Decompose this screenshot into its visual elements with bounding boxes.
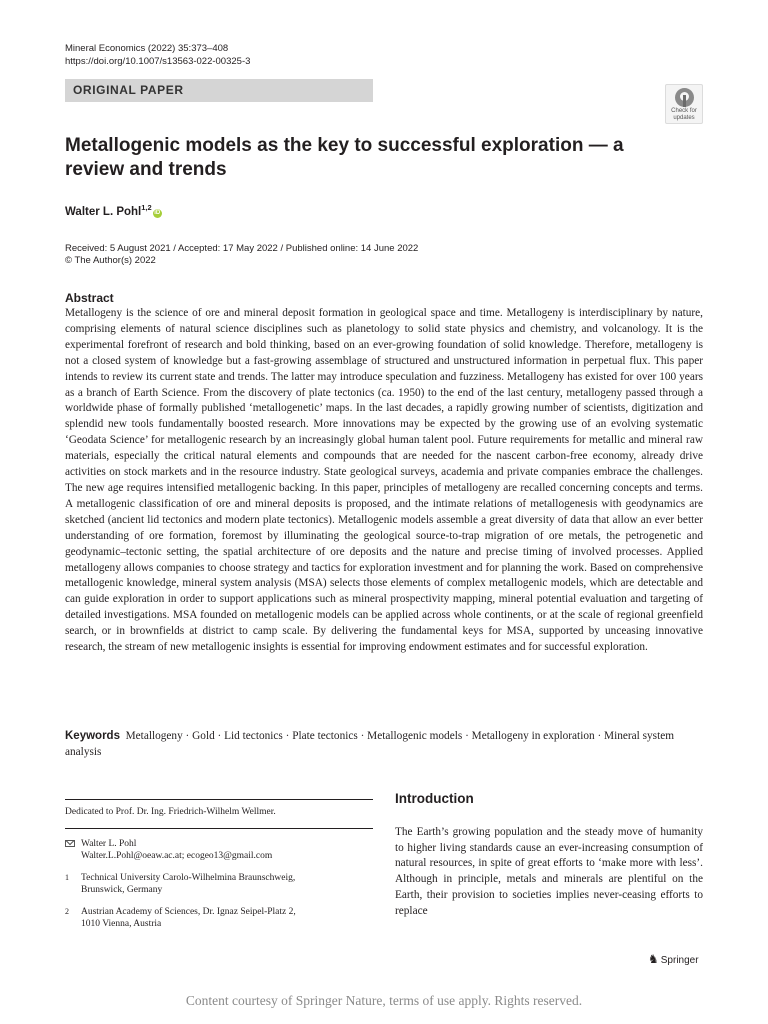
orcid-icon[interactable]: iD	[154, 209, 161, 216]
affiliation-mark: 1	[65, 872, 69, 882]
article-type-badge	[65, 79, 373, 102]
crossmark-line1: Check for	[671, 108, 697, 114]
abstract-text: Metallogeny is the science of ore and mineral deposit formation in geological space and time. Metallogeny is interdisciplinary by nature, comprising elements of natural science disciplines such as planetology to solid state physics and chemistry, and volcanology. It is the experimental forefront of research and bold thinking, based on an ever-growing foundation of solid knowledge. Therefore, metallogeny is not a closed system of knowledge but a fast-growing assemblage of structured and unstructured information in perpetual flux. This paper intends to review its current state and trends. The latter may introduce speculation and fuzziness. Metallogeny has existed for over 100 years as a branch of Earth Science. From the discovery of plate tectonics (ca. 1950) to the end of the last century, metallogeny passed through a worldwide phase of formally published ‘metallogenetic’ maps. In the last decades, a rapidly growing number of scientists, digitization and splendid new tools fundamentally boosted research. More innovations may be expected by the growing use of an evolving systematic ‘Geodata Science’ for metallogenic research by an increasingly global human talent pool. Future requirements for metallic and mineral raw materials, especially the critical natural elements and compounds that are needed for the nascent carbon-free economy, already drive activities on stock markets and in the resource industry. State geological surveys, academia and private companies embrace the challenges. The new age requires intensified metallogenic backing. In this paper, principles of metallogeny are recalled concerning concepts and terms. A metallogenic classification of ore and mineral deposits is proposed, and the intimate relations of metallogenesis with geodynamics are sketched (ancient lid tectonics and modern plate tectonics). Metallogenic models assemble a great diversity of data that allow an ever better understanding of ore formation, foremost by illuminating the geological source-to-trap migration of ore metals, the petrogenetic and geodynamic–tectonic setting, the spatial architecture of ore deposits and the nature and precise timing of involved processes. Applied metallogeny allows companies to choose strategy and tactics for exploration investment and for planning the work. Based on comprehensive metallogenic knowledge, mineral system analysis (MSA) selects those elements of complex metallogenic models, which are detectable and can guide exploration in order to support applications such as mineral prospectivity mapping, mineral potential evaluation and targeting of detailed investigations. MSA founded on metallogenic models can be applied across whole continents, or at the scale of regional greenfield search, or in brownfields at district to camp scale. By delivering the fundamental keys for MSA, supported by unceasing innovative research, the stream of new metallogenic insights is essential for improving endowment estimates and for successful exploration.	[65, 307, 703, 654]
correspondence-name: Walter L. Pohl	[81, 838, 137, 849]
affiliation-text: 1010 Vienna, Austria	[81, 919, 162, 929]
affiliation-text: Technical University Carolo-Wilhelmina Braunschweig,	[81, 872, 296, 883]
check-for-updates-icon[interactable]	[665, 84, 703, 124]
author-name[interactable]: Walter L. Pohl	[65, 205, 142, 218]
paper-title: Metallogenic models as the key to successful exploration — a review and trends	[65, 135, 624, 180]
copyright-notice: © The Author(s) 2022	[65, 255, 156, 266]
introduction-heading: Introduction	[395, 791, 474, 806]
affiliation-2	[65, 906, 373, 931]
doi-link[interactable]: https://doi.org/10.1007/s13563-022-00325-3	[65, 56, 251, 67]
crossmark-ring	[675, 88, 694, 107]
publisher-logo	[648, 952, 699, 966]
correspondence-emails[interactable]: Walter.L.Pohl@oeaw.ac.at; ecogeo13@gmail.com	[81, 851, 273, 861]
keywords-label: Keywords	[65, 730, 120, 742]
article-type-label: ORIGINAL PAPER	[73, 83, 184, 97]
affiliation-1	[65, 872, 373, 897]
dedication-note: Dedicated to Prof. Dr. Ing. Friedrich-Wilhelm Wellmer.	[65, 800, 373, 829]
springer-horse-icon: ♞	[648, 952, 659, 966]
correspondence-note	[65, 838, 373, 863]
crossmark-line2: updates	[673, 114, 695, 121]
affiliation-text: Brunswick, Germany	[81, 885, 163, 895]
introduction-text: The Earth’s growing population and the steady move of humanity to higher living standards cause an ever-increasing consumption of natural resources, in spite of great efforts to ‘make more with less’. Although in principle, metals and minerals are plentiful on the Earth, their provision to societies implies never-ceasing efforts to replace	[395, 826, 703, 917]
publisher-name: Springer	[660, 955, 699, 966]
envelope-icon	[65, 840, 75, 847]
journal-citation: Mineral Economics (2022) 35:373–408	[65, 43, 229, 54]
author-line	[65, 203, 162, 218]
footnotes-block	[65, 799, 373, 931]
publication-dates: Received: 5 August 2021 / Accepted: 17 May 2022 / Published online: 14 June 2022	[65, 243, 419, 254]
courtesy-notice: Content courtesy of Springer Nature, terms of use apply. Rights reserved.	[185, 993, 583, 1008]
keywords-list: Metallogeny · Gold · Lid tectonics · Plate tectonics · Metallogenic models · Metallogeny in exploration · Mineral system analysis	[65, 730, 675, 758]
abstract-heading: Abstract	[65, 291, 114, 305]
keywords-line	[65, 728, 703, 760]
author-affiliation-marks: 1,2	[141, 203, 152, 212]
affiliation-mark: 2	[65, 906, 69, 916]
affiliation-text: Austrian Academy of Sciences, Dr. Ignaz Seipel-Platz 2,	[81, 906, 296, 917]
